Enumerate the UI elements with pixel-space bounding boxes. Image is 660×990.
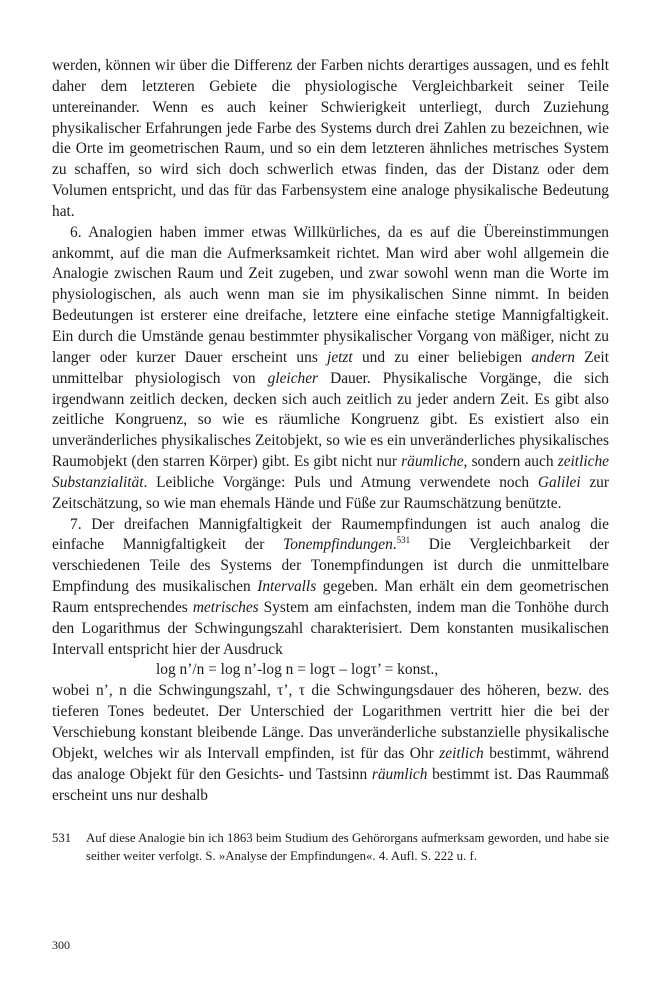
- emphasis: zeitliche Substanzialität: [52, 453, 609, 491]
- paragraph-continuation-2: [52, 681, 609, 806]
- emphasis: jetzt: [327, 348, 353, 366]
- emphasis: Galilei: [537, 473, 581, 491]
- text-run: .: [392, 536, 397, 554]
- footnote-number: 531: [52, 831, 72, 845]
- emphasis: zeitlich: [439, 744, 484, 762]
- text-run: System am einfachsten, indem man die Tonhöhe durch den Logarithmus der Schwingungszahl charakterisiert. Dem konstanten musikalischen Intervall entspricht hier der Ausdruck: [52, 598, 609, 658]
- paragraph-6: [52, 223, 609, 515]
- emphasis: gleicher: [267, 369, 319, 387]
- formula: log n’/n = log n’-log n = logτ – logτ’ = konst.,: [156, 661, 439, 679]
- text-run: zur Zeitschätzung, so wie man ehemals Hände und Füße zur Raumschätzung benützte.: [52, 473, 609, 512]
- text-run: bestimmt ist. Das Raummaß erscheint uns nur deshalb: [52, 765, 609, 804]
- text-run: . Leibliche Vorgänge: Puls und Atmung verwendete noch: [143, 473, 538, 491]
- page-number: 300: [52, 938, 70, 952]
- emphasis: andern: [531, 348, 575, 366]
- emphasis: räumliche: [401, 453, 464, 471]
- text-run: Dauer. Physikalische Vorgänge, die sich irgendwann zeitlich decken, decken sich auch zeitlich zu jeder andern Zeit. Es gibt also zeitliche Kongruenz, so wie es räumliche Kongruenz gibt. Es existiert also ein unveränderliches physikalisches Zeitobjekt, so wie es ein unveränderliches physikalisches Raumobjekt (den starren Körper) gibt. Es gibt nicht nur: [52, 369, 609, 471]
- text-run: bestimmt, während das analoge Objekt für den Gesichts- und Tastsinn: [52, 744, 609, 783]
- text-run: 6. Analogien haben immer etwas Willkürliches, da es auf die Übereinstimmungen ankommt, auf die man die Aufmerksamkeit richtet. Man wird aber wohl allgemein die Analogie zwischen Raum und Zeit zugeben, und zwar sowohl wenn man die Worte im physiologischen, als auch wenn man sie im physikalischen Sinne nimmt. In beiden Bedeutungen ist ersterer eine dreifache, letztere eine einfache stetige Mannigfaltigkeit. Ein durch die Umstände genau bestimmter physikalischer Vorgang von mäßiger, nicht zu langer oder kurzer Dauer erscheint uns: [52, 223, 609, 366]
- text-run: gegeben. Man erhält ein dem geometrischen Raum entsprechendes: [52, 578, 609, 616]
- text-run: Zeit unmittelbar physiologisch von: [52, 348, 609, 387]
- emphasis: räumlich: [371, 765, 428, 783]
- text-run: 7. Der dreifachen Mannigfaltigkeit der Raumempfindungen ist auch analog die einfache Mannigfaltigkeit der: [52, 515, 609, 554]
- text-run: und zu einer beliebigen: [352, 348, 532, 366]
- paragraph-7: [52, 515, 609, 661]
- emphasis: metrisches: [192, 598, 259, 616]
- text-run: , sondern auch: [463, 453, 558, 471]
- paragraph-continuation: werden, können wir über die Differenz der Farben nichts derartiges aussagen, und es fehlt daher dem letzteren Gebiete die physiologische Vergleichbarkeit seiner Teile untereinander. Wenn es auch keiner Schwierigkeit unterliegt, durch Zuziehung physikalischer Erfahrungen jede Farbe des Systems durch drei Zahlen zu bezeichnen, wie die Orte im geometrischen Raum, und so ein dem letzteren ähnliches metrisches System zu schaffen, so wird sich doch schwerlich etwas finden, das der Distanz oder dem Volumen entspricht, und das für das Farbensystem eine analoge physikalische Bedeutung hat.: [52, 57, 609, 220]
- footnote: [52, 829, 609, 865]
- text-run: wobei n’, n die Schwingungszahl, τ’, τ die Schwingungsdauer des höheren, bezw. des tieferen Tones bedeutet. Der Unterschied der Logarithmen vertritt hier die bei der Verschiebung konstant bleibende Länge. Das unveränderliche substanzielle physikalische Objekt, welches wir als Intervall empfinden, ist für das Ohr: [52, 682, 609, 762]
- footnote-text: Auf diese Analogie bin ich 1863 beim Studium des Gehörorgans aufmerksam geworden, und habe sie seither weiter verfolgt. S. »Analyse der Empfindungen«. 4. Aufl. S. 222 u. f.: [86, 831, 609, 863]
- footnote-reference[interactable]: 531: [396, 535, 411, 546]
- text-run: Die Vergleichbarkeit der verschiedenen Teile des Systems der Tonempfindungen ist durch die unmittelbare Empfindung des musikalischen: [52, 536, 609, 596]
- emphasis: Intervalls: [257, 578, 317, 596]
- main-text: [52, 56, 609, 806]
- emphasis: Tonempfindungen: [283, 536, 393, 554]
